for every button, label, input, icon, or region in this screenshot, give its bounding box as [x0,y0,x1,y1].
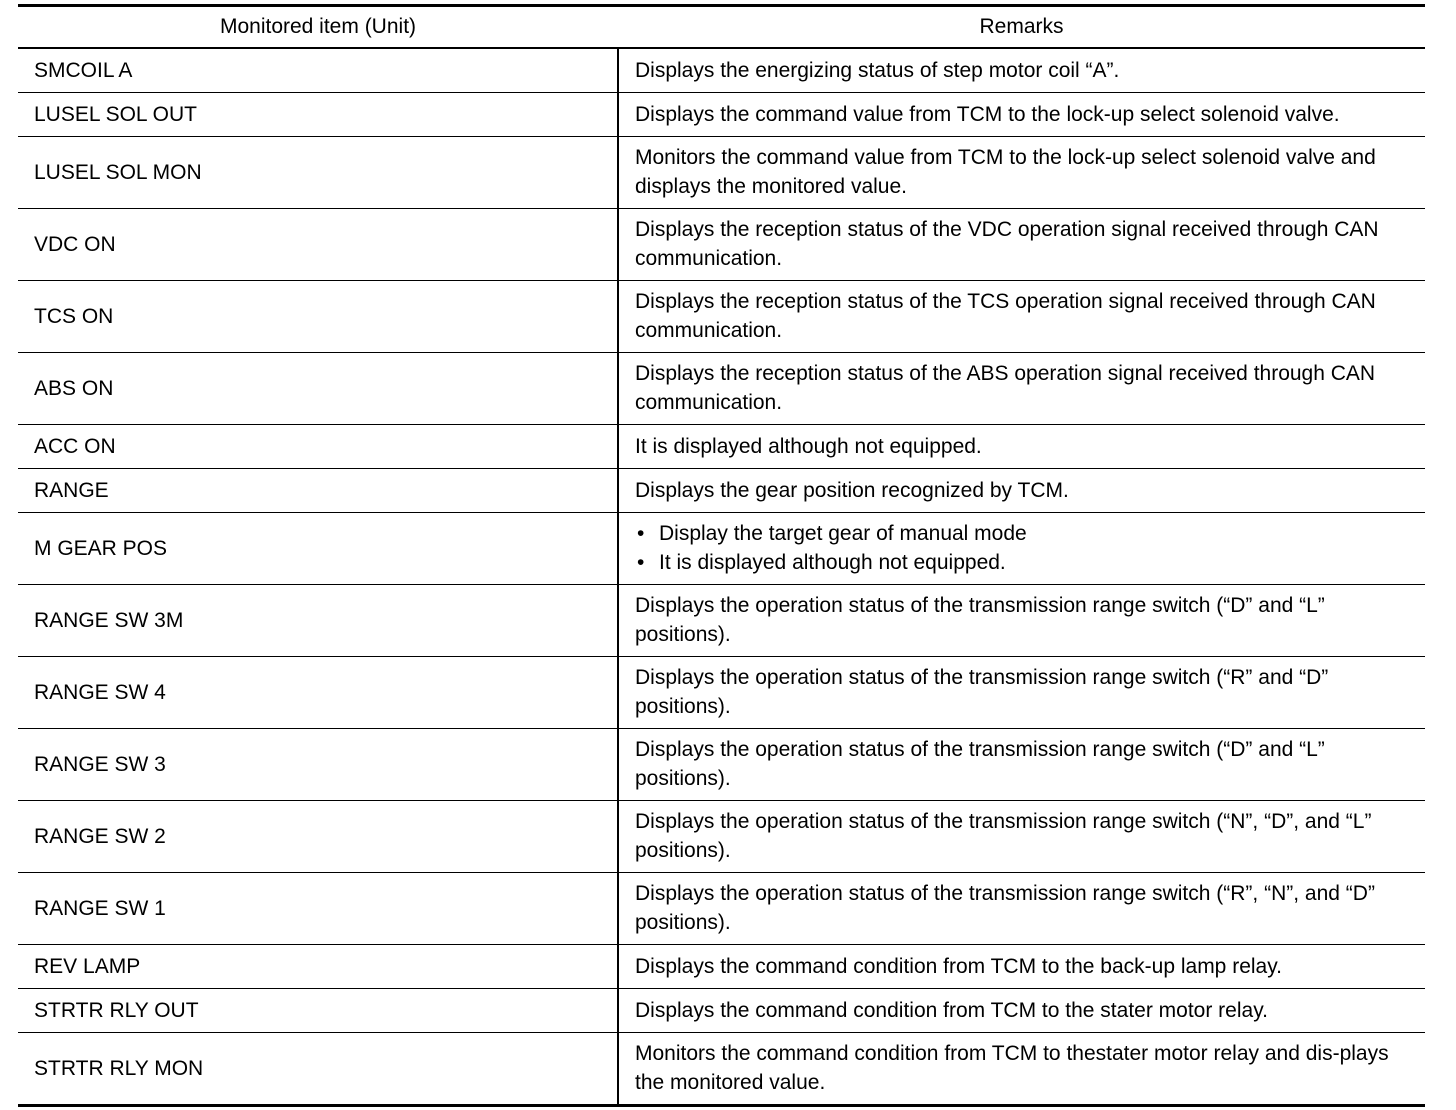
table-row [18,585,1425,657]
item-cell: RANGE SW 3 [18,729,618,801]
item-cell: RANGE [18,469,618,513]
item-cell: ACC ON [18,425,618,469]
monitor-item-table [18,4,1425,1107]
table-row [18,209,1425,281]
item-cell: STRTR RLY MON [18,1033,618,1106]
remarks-cell: Displays the energizing status of step motor coil “A”. [618,48,1425,93]
table-row [18,801,1425,873]
table-row [18,48,1425,93]
remarks-cell: Displays the operation status of the transmission range switch (“R”, “N”, and “D” positions). [618,873,1425,945]
remarks-cell: Displays the reception status of the TCS operation signal received through CAN communication. [618,281,1425,353]
table-row [18,873,1425,945]
item-cell: LUSEL SOL OUT [18,93,618,137]
remarks-cell: Displays the command condition from TCM to the stater motor relay. [618,989,1425,1033]
item-cell: RANGE SW 4 [18,657,618,729]
item-cell: RANGE SW 1 [18,873,618,945]
remarks-cell: Displays the gear position recognized by TCM. [618,469,1425,513]
table-row [18,281,1425,353]
bullet-item: • It is displayed although not equipped. [635,548,1417,577]
table-header-row [18,6,1425,49]
table-row [18,93,1425,137]
item-cell: STRTR RLY OUT [18,989,618,1033]
bullet-list [635,519,1417,577]
remarks-cell: Displays the operation status of the transmission range switch (“N”, “D”, and “L” positions). [618,801,1425,873]
table-row [18,469,1425,513]
table-row [18,945,1425,989]
table-row [18,1033,1425,1106]
table-row [18,513,1425,585]
item-cell: RANGE SW 3M [18,585,618,657]
item-cell: M GEAR POS [18,513,618,585]
remarks-cell: Displays the operation status of the transmission range switch (“D” and “L” positions). [618,729,1425,801]
remarks-cell: Displays the command value from TCM to the lock-up select solenoid valve. [618,93,1425,137]
remarks-cell: Displays the reception status of the ABS operation signal received through CAN communication. [618,353,1425,425]
table-row [18,657,1425,729]
document-page [18,4,1425,1107]
item-cell: TCS ON [18,281,618,353]
remarks-cell: Displays the operation status of the transmission range switch (“R” and “D” positions). [618,657,1425,729]
table-row [18,989,1425,1033]
header-monitored-item: Monitored item (Unit) [18,6,618,49]
table-row [18,729,1425,801]
table-row [18,353,1425,425]
remarks-cell: Displays the reception status of the VDC operation signal received through CAN communication. [618,209,1425,281]
table-row [18,425,1425,469]
remarks-cell: Monitors the command condition from TCM to thestater motor relay and dis-plays the monitored value. [618,1033,1425,1106]
remarks-cell: Displays the operation status of the transmission range switch (“D” and “L” positions). [618,585,1425,657]
remarks-cell: Displays the command condition from TCM to the back-up lamp relay. [618,945,1425,989]
remarks-cell [618,513,1425,585]
item-cell: SMCOIL A [18,48,618,93]
remarks-cell: Monitors the command value from TCM to the lock-up select solenoid valve and displays the monitored value. [618,137,1425,209]
item-cell: ABS ON [18,353,618,425]
header-remarks: Remarks [618,6,1425,49]
bullet-item: • Display the target gear of manual mode [635,519,1417,548]
item-cell: REV LAMP [18,945,618,989]
item-cell: RANGE SW 2 [18,801,618,873]
remarks-cell: It is displayed although not equipped. [618,425,1425,469]
item-cell: LUSEL SOL MON [18,137,618,209]
table-row [18,137,1425,209]
item-cell: VDC ON [18,209,618,281]
